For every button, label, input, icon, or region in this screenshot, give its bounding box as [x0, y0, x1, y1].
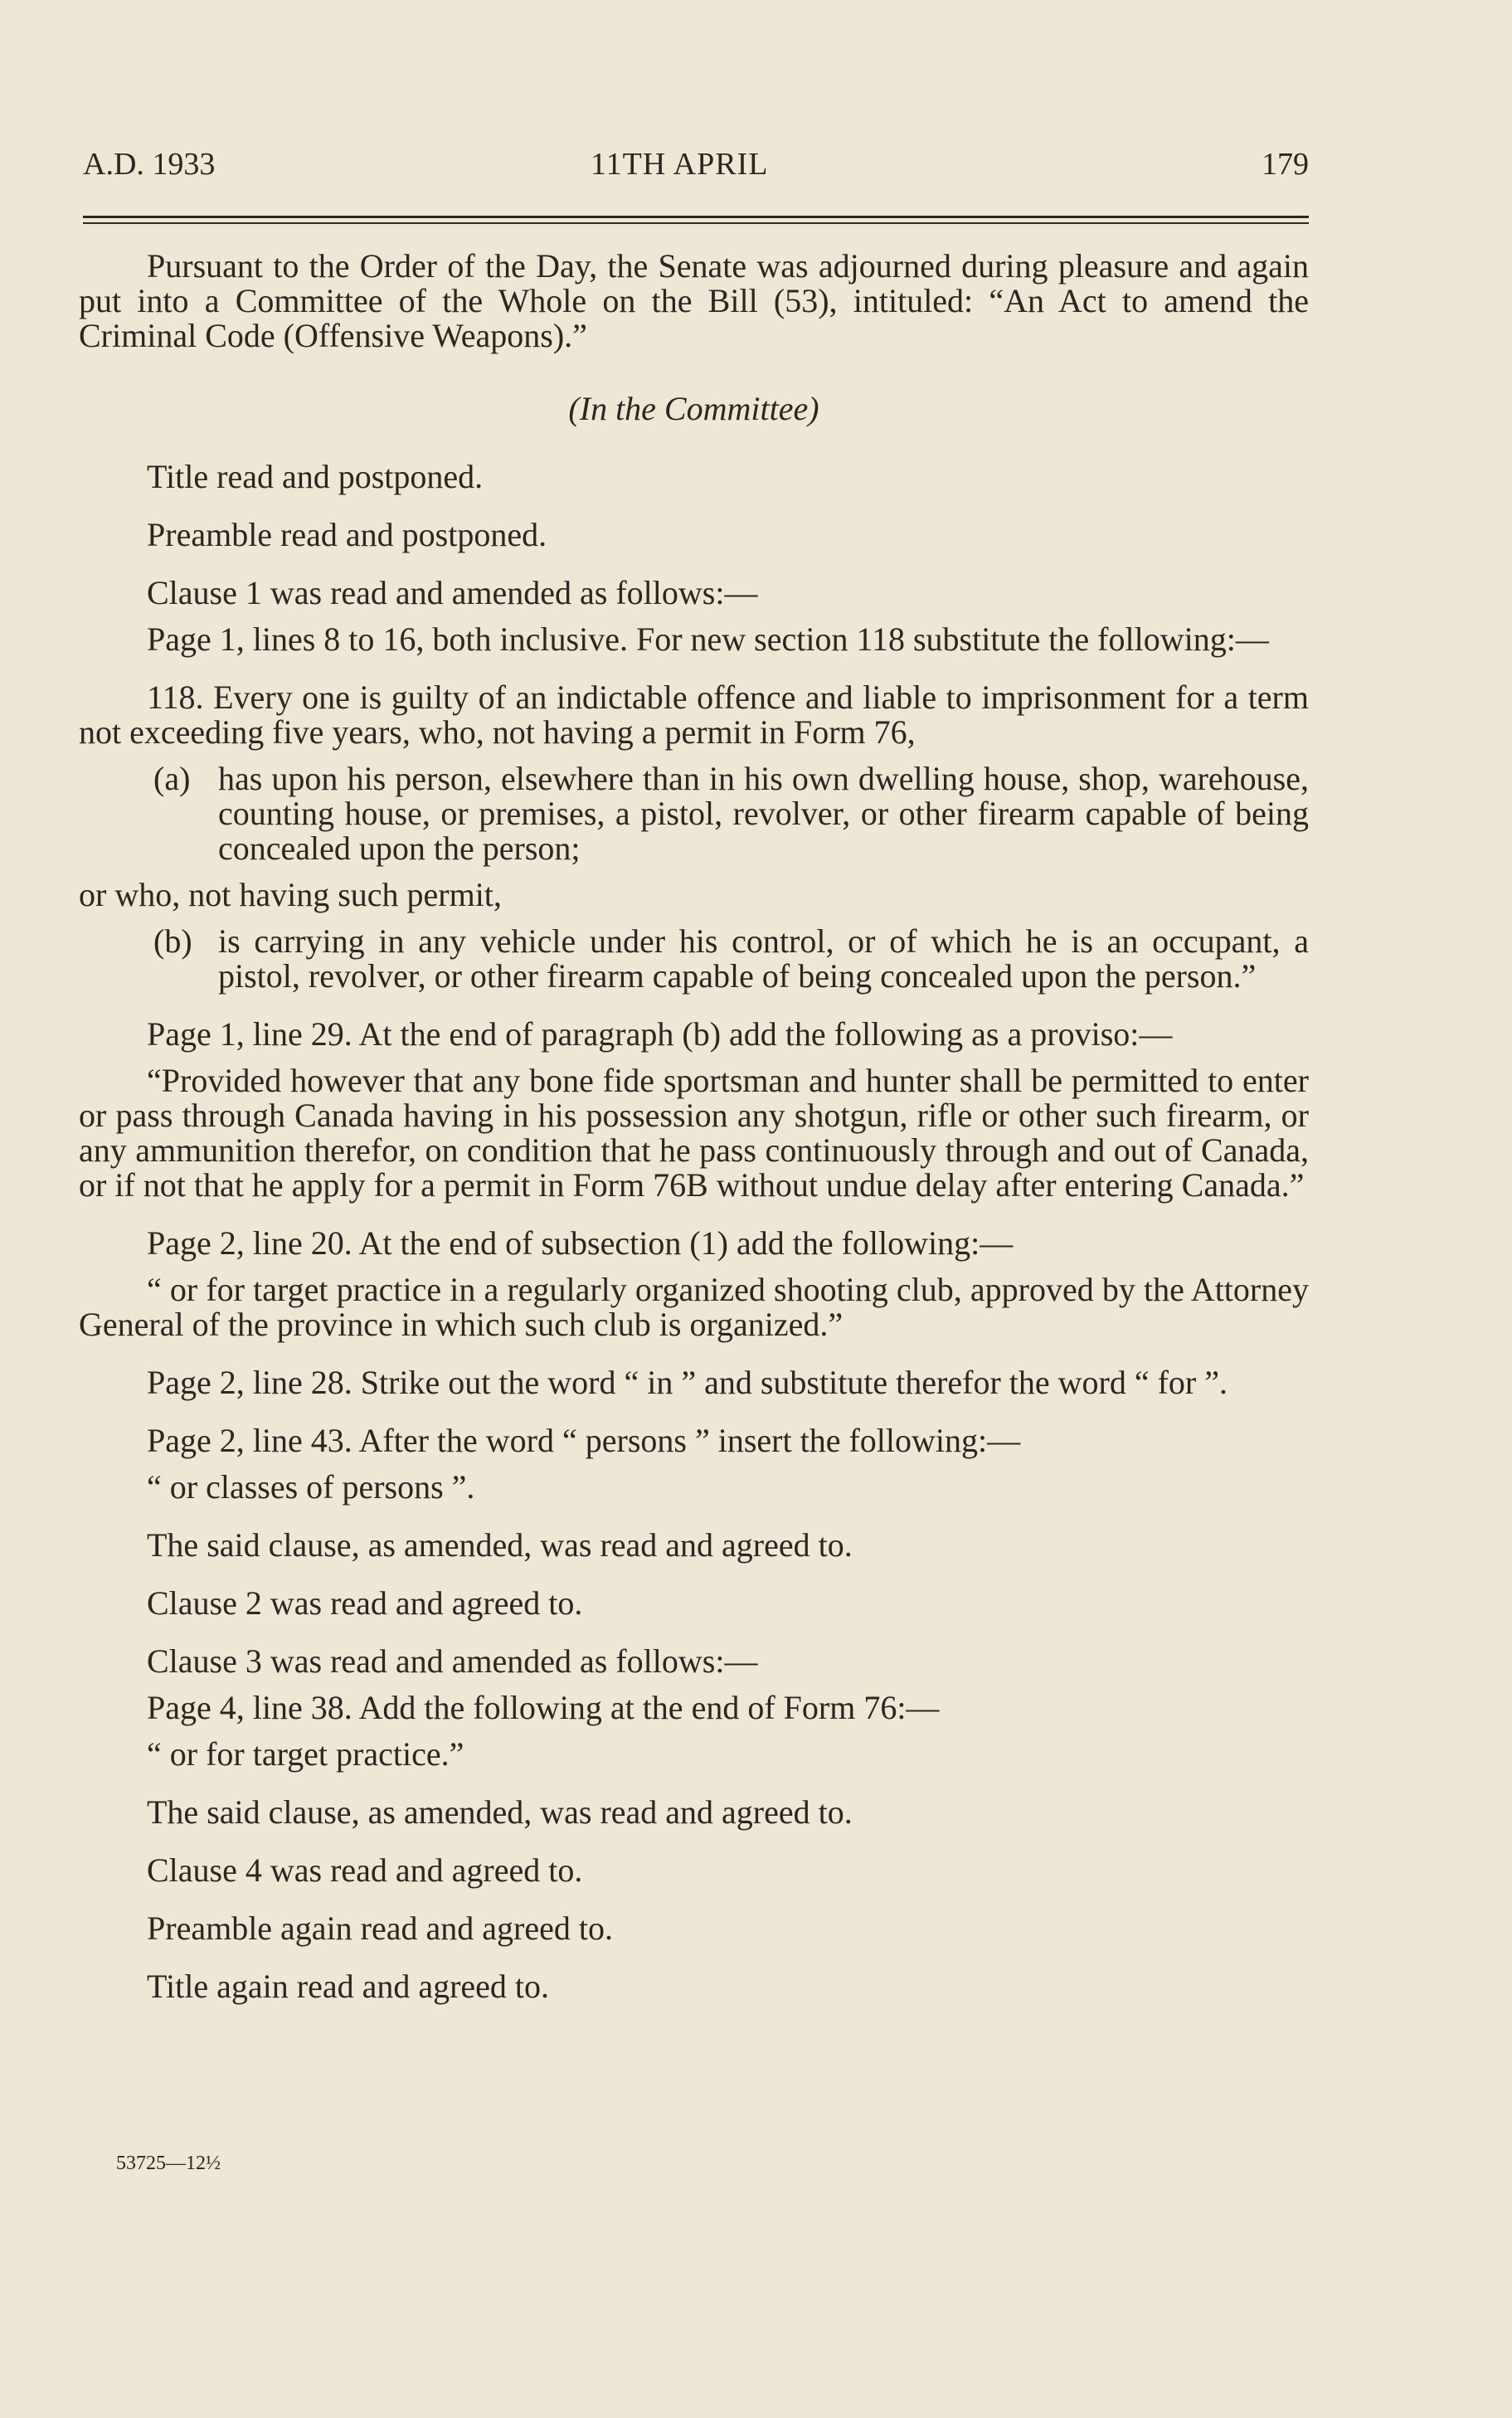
paragraph-clause3: Clause 3 was read and amended as follows:— [147, 1642, 758, 1680]
list-item-b [153, 924, 1309, 994]
paragraph-page2-line43: Page 2, line 43. After the word “ persons ” insert the following:— [147, 1422, 1021, 1459]
paragraph-title-postponed: Title read and postponed. [147, 458, 484, 495]
header-year: A.D. 1933 [83, 147, 216, 182]
paragraph-section-118: 118. Every one is guilty of an indictable offence and liable to imprisonment for a term not exceeding five years, who, not having a permit in Form 76, [79, 679, 1309, 751]
header-rule-thick [83, 216, 1309, 218]
printer-signature: 53725—12½ [116, 2153, 221, 2174]
paragraph-clause3-agreed: The said clause, as amended, was read and agreed to. [147, 1793, 853, 1831]
list-item-a [153, 761, 1309, 866]
item-b-text: is carrying in any vehicle under his control, or of which he is an occupant, a pistol, revolver, or other firearm capable of being concealed upon the person.” [218, 922, 1309, 995]
header-date: 11TH APRIL [591, 147, 769, 182]
paragraph-clause4: Clause 4 was read and agreed to. [147, 1851, 583, 1889]
paragraph-proviso: “Provided however that any bone fide sportsman and hunter shall be permitted to enter or pass through Canada having in his possession any shotgun, rifle or other such firearm, or any ammunition therefor, on condition that he pass continuously through and out of Canada, or if not that he apply for a permit in Form 76B without undue delay after entering Canada.” [79, 1062, 1309, 1204]
paragraph-or-target-practice: “ or for target practice.” [147, 1735, 464, 1773]
running-header [83, 141, 1309, 191]
paragraph-preamble-postponed: Preamble read and postponed. [147, 516, 547, 553]
paragraph-page2-line20: Page 2, line 20. At the end of subsection (1) add the following:— [147, 1224, 1014, 1262]
paragraph-page1-lines: Page 1, lines 8 to 16, both inclusive. For new section 118 substitute the following:— [147, 620, 1269, 658]
paragraph-clause-agreed: The said clause, as amended, was read and agreed to. [147, 1526, 853, 1564]
page-number: 179 [1262, 147, 1309, 182]
item-a-text: has upon his person, elsewhere than in his own dwelling house, shop, warehouse, counting house, or premises, a pistol, revolver, or other firearm capable of being concealed upon the person; [218, 760, 1309, 867]
item-b-label: (b) [153, 922, 192, 960]
paragraph-page2-line28: Page 2, line 28. Strike out the word “ in ” and substitute therefor the word “ for ”. [147, 1364, 1228, 1401]
paragraph-target-practice: “ or for target practice in a regularly organized shooting club, approved by the Attorney General of the province in which such club is organized.” [79, 1271, 1309, 1343]
header-rule-thin [83, 222, 1309, 224]
item-a-label: (a) [153, 760, 191, 797]
paragraph-preamble-agreed: Preamble again read and agreed to. [147, 1910, 613, 1947]
paragraph-intro: Pursuant to the Order of the Day, the Senate was adjourned during pleasure and again put into a Committee of the Whole on the Bill (53), intituled: “An Act to amend the Criminal Code (Offensive Weapons).” [79, 247, 1309, 354]
paragraph-clause1: Clause 1 was read and amended as follows:— [147, 574, 758, 611]
paragraph-page4-line38: Page 4, line 38. Add the following at the end of Form 76:— [147, 1689, 940, 1726]
paragraph-page1-line29: Page 1, line 29. At the end of paragraph (b) add the following as a proviso:— [147, 1015, 1173, 1053]
document-body [79, 249, 1309, 2004]
paragraph-clause2: Clause 2 was read and agreed to. [147, 1584, 583, 1622]
paragraph-or-who: or who, not having such permit, [79, 876, 502, 913]
committee-heading: (In the Committee) [568, 390, 819, 427]
paragraph-classes-of-persons: “ or classes of persons ”. [147, 1468, 475, 1506]
paragraph-title-agreed: Title again read and agreed to. [147, 1968, 550, 2005]
